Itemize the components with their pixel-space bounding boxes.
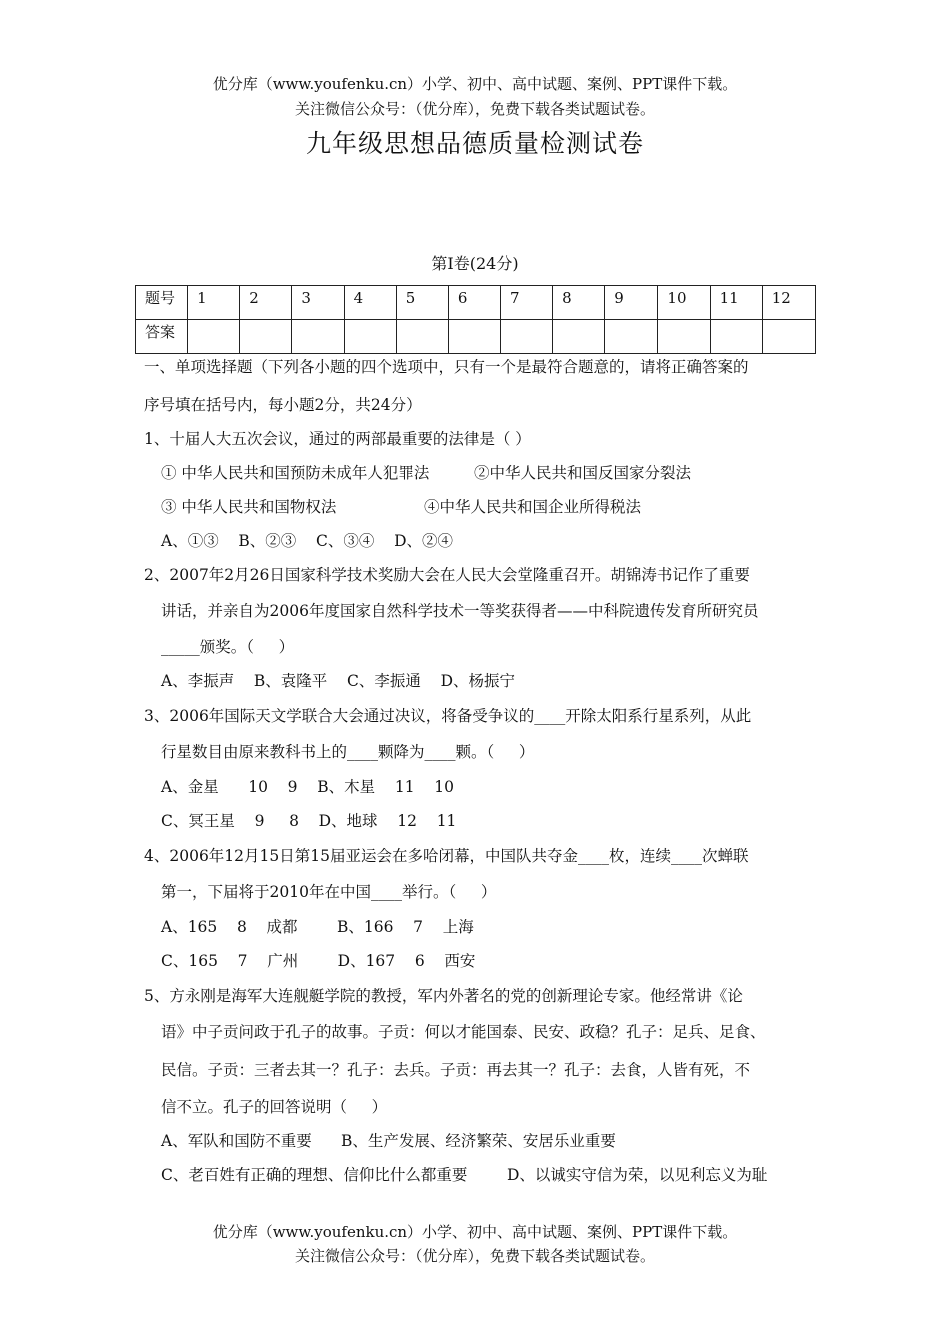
q3-line-2: 行星数目由原来教科书上的____颗降为____颗。（ ） bbox=[161, 743, 535, 761]
q5-option-c: C、老百姓有正确的理想、信仰比什么都重要 bbox=[161, 1166, 468, 1184]
answer-cell[interactable] bbox=[658, 320, 710, 354]
footer-line-1: 优分库（www.youfenku.cn）小学、初中、高中试题、案例、PPT课件下载。 bbox=[212, 1223, 738, 1241]
answer-cell[interactable] bbox=[188, 320, 240, 354]
question-number-cell: 3 bbox=[292, 286, 344, 320]
instructions-line-2: 序号填在括号内，每小题2分，共24分） bbox=[144, 396, 422, 414]
footer-line-2: 关注微信公众号：（优分库），免费下载各类试题试卷。 bbox=[294, 1247, 655, 1265]
answer-cell[interactable] bbox=[710, 320, 762, 354]
answer-cell[interactable] bbox=[500, 320, 552, 354]
q5-line-3: 民信。子贡：三者去其一？孔子：去兵。子贡：再去其一？孔子：去食，人皆有死，不 bbox=[161, 1061, 751, 1079]
question-number-cell: 6 bbox=[448, 286, 500, 320]
answer-row bbox=[136, 320, 816, 354]
q1-item-2: ②中华人民共和国反国家分裂法 bbox=[474, 464, 692, 482]
header-line-1: 优分库（www.youfenku.cn）小学、初中、高中试题、案例、PPT课件下载。 bbox=[212, 75, 738, 93]
q1-stem: 1、十届人大五次会议，通过的两部最重要的法律是（ ） bbox=[144, 430, 531, 448]
q3-options-2: C、冥王星 9 8 D、地球 12 11 bbox=[161, 812, 457, 830]
q4-line-1: 4、2006年12月15日第15届亚运会在多哈闭幕，中国队共夺金____枚，连续____次蝉联 bbox=[144, 847, 749, 865]
question-number-cell: 10 bbox=[658, 286, 710, 320]
section-title: 第Ⅰ卷(24分) bbox=[431, 254, 519, 273]
q5-line-1: 5、方永刚是海军大连舰艇学院的教授，军内外著名的党的创新理论专家。他经常讲《论 bbox=[144, 987, 743, 1005]
answer-cell[interactable] bbox=[344, 320, 396, 354]
q2-options: A、李振声 B、袁隆平 C、李振通 D、杨振宁 bbox=[161, 672, 515, 690]
q1-item-1: ① 中华人民共和国预防未成年人犯罪法 bbox=[161, 464, 430, 482]
question-number-cell: 8 bbox=[553, 286, 605, 320]
question-number-cell: 5 bbox=[396, 286, 448, 320]
answer-cell[interactable] bbox=[553, 320, 605, 354]
answer-cell[interactable] bbox=[396, 320, 448, 354]
row-label-answer: 答案 bbox=[136, 320, 188, 354]
question-number-cell: 11 bbox=[710, 286, 762, 320]
q2-line-1: 2、2007年2月26日国家科学技术奖励大会在人民大会堂隆重召开。胡锦涛书记作了重要 bbox=[144, 566, 750, 584]
q5-line-2: 语》中子贡问政于孔子的故事。子贡：何以才能国泰、民安、政稳？孔子：足兵、足食、 bbox=[161, 1023, 766, 1041]
q1-options: A、①③ B、②③ C、③④ D、②④ bbox=[161, 532, 453, 550]
q4-line-2: 第一，下届将于2010年在中国____举行。（ ） bbox=[161, 883, 497, 901]
question-number-cell: 2 bbox=[240, 286, 292, 320]
q5-option-b: B、生产发展、经济繁荣、安居乐业重要 bbox=[341, 1132, 616, 1150]
row-label-number: 题号 bbox=[136, 286, 188, 320]
q3-options-1: A、金星 10 9 B、木星 11 10 bbox=[161, 778, 455, 796]
header-line-2: 关注微信公众号：（优分库），免费下载各类试题试卷。 bbox=[294, 100, 655, 118]
question-number-row bbox=[136, 286, 816, 320]
answer-table bbox=[135, 285, 816, 354]
q3-line-1: 3、2006年国际天文学联合大会通过决议，将备受争议的____开除太阳系行星系列，从此 bbox=[144, 707, 752, 725]
q5-option-d: D、以诚实守信为荣，以见利忘义为耻 bbox=[507, 1166, 768, 1184]
page-title: 九年级思想品德质量检测试卷 bbox=[305, 129, 644, 158]
q4-options-2: C、165 7 广州 D、167 6 西安 bbox=[161, 952, 476, 970]
answer-cell[interactable] bbox=[240, 320, 292, 354]
question-number-cell: 4 bbox=[344, 286, 396, 320]
q1-item-3: ③ 中华人民共和国物权法 bbox=[161, 498, 337, 516]
question-number-cell: 9 bbox=[605, 286, 658, 320]
q4-options-1: A、165 8 成都 B、166 7 上海 bbox=[161, 918, 474, 936]
question-number-cell: 7 bbox=[500, 286, 552, 320]
answer-cell[interactable] bbox=[605, 320, 658, 354]
question-number-cell: 12 bbox=[762, 286, 815, 320]
instructions-line-1: 一、单项选择题（下列各小题的四个选项中，只有一个是最符合题意的，请将正确答案的 bbox=[144, 358, 749, 376]
answer-cell[interactable] bbox=[292, 320, 344, 354]
q2-line-2: 讲话，并亲自为2006年度国家自然科学技术一等奖获得者——中科院遗传发育所研究员 bbox=[161, 602, 759, 620]
answer-cell[interactable] bbox=[448, 320, 500, 354]
answer-cell[interactable] bbox=[762, 320, 815, 354]
question-number-cell: 1 bbox=[188, 286, 240, 320]
q5-option-a: A、军队和国防不重要 bbox=[161, 1132, 312, 1150]
q2-line-3: _____颁奖。（ ） bbox=[161, 638, 295, 656]
q5-line-4: 信不立。孔子的回答说明（ ） bbox=[161, 1098, 388, 1116]
q1-item-4: ④中华人民共和国企业所得税法 bbox=[424, 498, 642, 516]
